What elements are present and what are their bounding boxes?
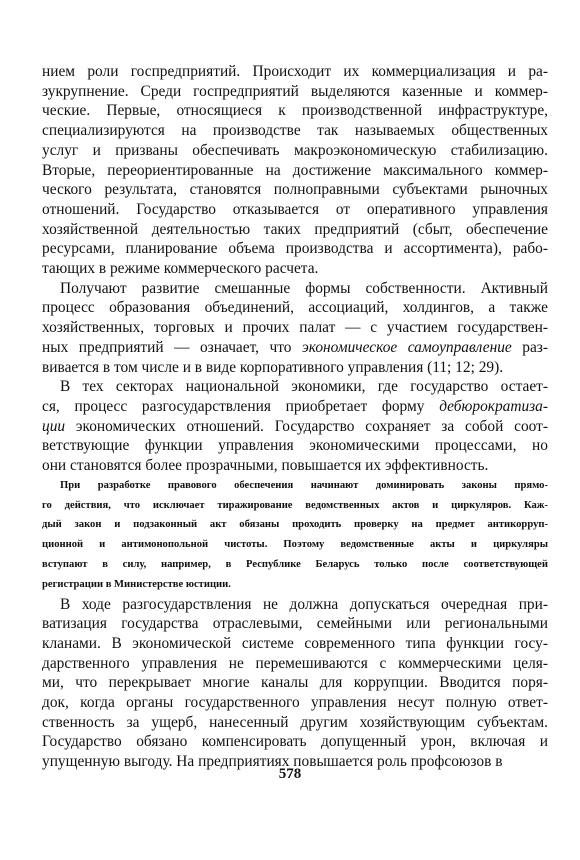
text-line (42, 555, 548, 575)
text-line (42, 141, 548, 161)
text-line (42, 673, 548, 693)
italic-term: экономическое самоуправление (301, 338, 512, 356)
text-segment: процесс образования объединений, ассоциаций, холдингов, а также (42, 299, 548, 317)
text-line (42, 634, 548, 654)
text-segment: дый закон и подзаконный акт обязаны проходить проверку на предмет антикорруп- (42, 519, 548, 531)
text-segment: го действия, что исключает тиражирование ведомственных актов и циркуляров. Каж- (42, 499, 548, 511)
text-segment: экономических отношений. Государство сохраняет за собой соот- (65, 417, 548, 435)
text-segment: тающих в режиме коммерческого расчета. (42, 260, 319, 278)
text-segment: ся, процесс разгосударствления приобретает форму (42, 397, 440, 415)
text-segment: При разработке правового обеспечения начинают доминировать законы прямо- (60, 479, 548, 491)
text-line (42, 239, 548, 259)
text-segment: упущенную выгоду. На предприятиях повышается роль профсоюзов в (42, 753, 503, 771)
text-segment: ческого результата, становятся полноправными субъектами рыночных (42, 181, 548, 199)
text-line (42, 377, 548, 397)
text-line (42, 180, 548, 200)
text-segment: ческие. Первые, относящиеся к производственной инфраструктуре, (42, 102, 548, 120)
text-line (42, 62, 548, 82)
text-segment: ми, что перекрывает многие каналы для коррупции. Вводится поря- (42, 674, 548, 692)
text-segment: док, когда органы государственного управления несут полную ответ- (42, 694, 548, 712)
text-line (42, 279, 548, 299)
text-line (42, 259, 548, 279)
text-line (42, 575, 548, 595)
text-line (42, 654, 548, 674)
text-line (42, 82, 548, 102)
text-line (42, 200, 548, 220)
text-line (42, 496, 548, 516)
text-line (42, 417, 548, 437)
text-line (42, 298, 548, 318)
text-line (42, 535, 548, 555)
text-line (42, 101, 548, 121)
text-segment: зукрупнение. Среди госпредприятий выделяются казенные и коммер- (42, 82, 548, 100)
text-segment: В тех секторах национальной экономики, где государство остает- (60, 378, 548, 396)
text-segment: Получают развитие смешанные формы собственности. Активный (60, 279, 548, 297)
text-segment: услуг и призваны обеспечивать макроэкономическую стабилизацию. (42, 141, 548, 159)
text-segment: раз- (511, 338, 548, 356)
page-number: 578 (278, 766, 302, 782)
italic-term: дебюрократиза- (439, 397, 548, 415)
text-segment: ресурсами, планирование объема производства и ассортимента), рабо- (42, 240, 548, 258)
text-segment: отношений. Государство отказывается от оперативного управления (42, 200, 548, 218)
text-segment: вивается в том числе и в виде корпоративного управления (11; 12; 29). (42, 358, 504, 376)
text-line (42, 358, 548, 378)
text-segment: вступают в силу, например, в Республике Беларусь только после соответствующей (42, 558, 548, 570)
text-segment: хозяйственных, торговых и прочих палат — с участием государствен- (42, 319, 548, 337)
text-line (42, 338, 548, 358)
text-line (42, 515, 548, 535)
text-segment: ных предприятий — означает, что (42, 338, 302, 356)
text-segment: кланами. В экономической системе современного типа функции госу- (42, 634, 548, 652)
text-segment: Государство обязано компенсировать допущенный урон, включая и (42, 733, 548, 751)
text-segment: регистрации в Министерстве юстиции. (42, 578, 231, 590)
text-segment: дарственного управления не перемешиваются с коммерческими целя- (42, 654, 548, 672)
italic-term: ции (42, 417, 66, 435)
text-line (42, 614, 548, 634)
text-segment: хозяйственной деятельностью таких предприятий (сбыт, обеспечение (42, 220, 548, 238)
body-paragraph (42, 595, 548, 772)
text-line (42, 732, 548, 752)
note-paragraph (42, 476, 548, 595)
text-line (42, 436, 548, 456)
text-segment: ственность за ущерб, нанесенный другим хозяйствующим субъектам. (42, 713, 548, 731)
text-segment: В ходе разгосударствления не должна допускаться очередная при- (60, 595, 548, 613)
text-line (42, 456, 548, 476)
text-segment: специализируются на производстве так называемых общественных (42, 122, 548, 140)
text-line (42, 161, 548, 181)
text-segment: нием роли госпредприятий. Происходит их коммерциализация и ра- (42, 63, 548, 80)
body-paragraph (42, 279, 548, 378)
text-segment: они становятся более прозрачными, повышается их эффективность. (42, 457, 489, 475)
text-line (42, 397, 548, 417)
text-segment: ветствующие функции управления экономическими процессами, но (42, 437, 548, 455)
body-paragraph (42, 62, 548, 279)
text-line (42, 693, 548, 713)
text-line (42, 713, 548, 733)
text-line (42, 476, 548, 496)
text-segment: ватизация государства отраслевыми, семейными или региональными (42, 615, 548, 633)
body-paragraph (42, 377, 548, 476)
page-body-text (42, 62, 548, 772)
text-line (42, 220, 548, 240)
text-line (42, 595, 548, 615)
text-segment: ционной и антимонопольной чистоты. Поэтому ведомственные акты и циркуляры (42, 539, 548, 551)
text-line (42, 318, 548, 338)
text-segment: Вторые, переориентированные на достижение максимального коммер- (42, 161, 548, 179)
text-line (42, 121, 548, 141)
